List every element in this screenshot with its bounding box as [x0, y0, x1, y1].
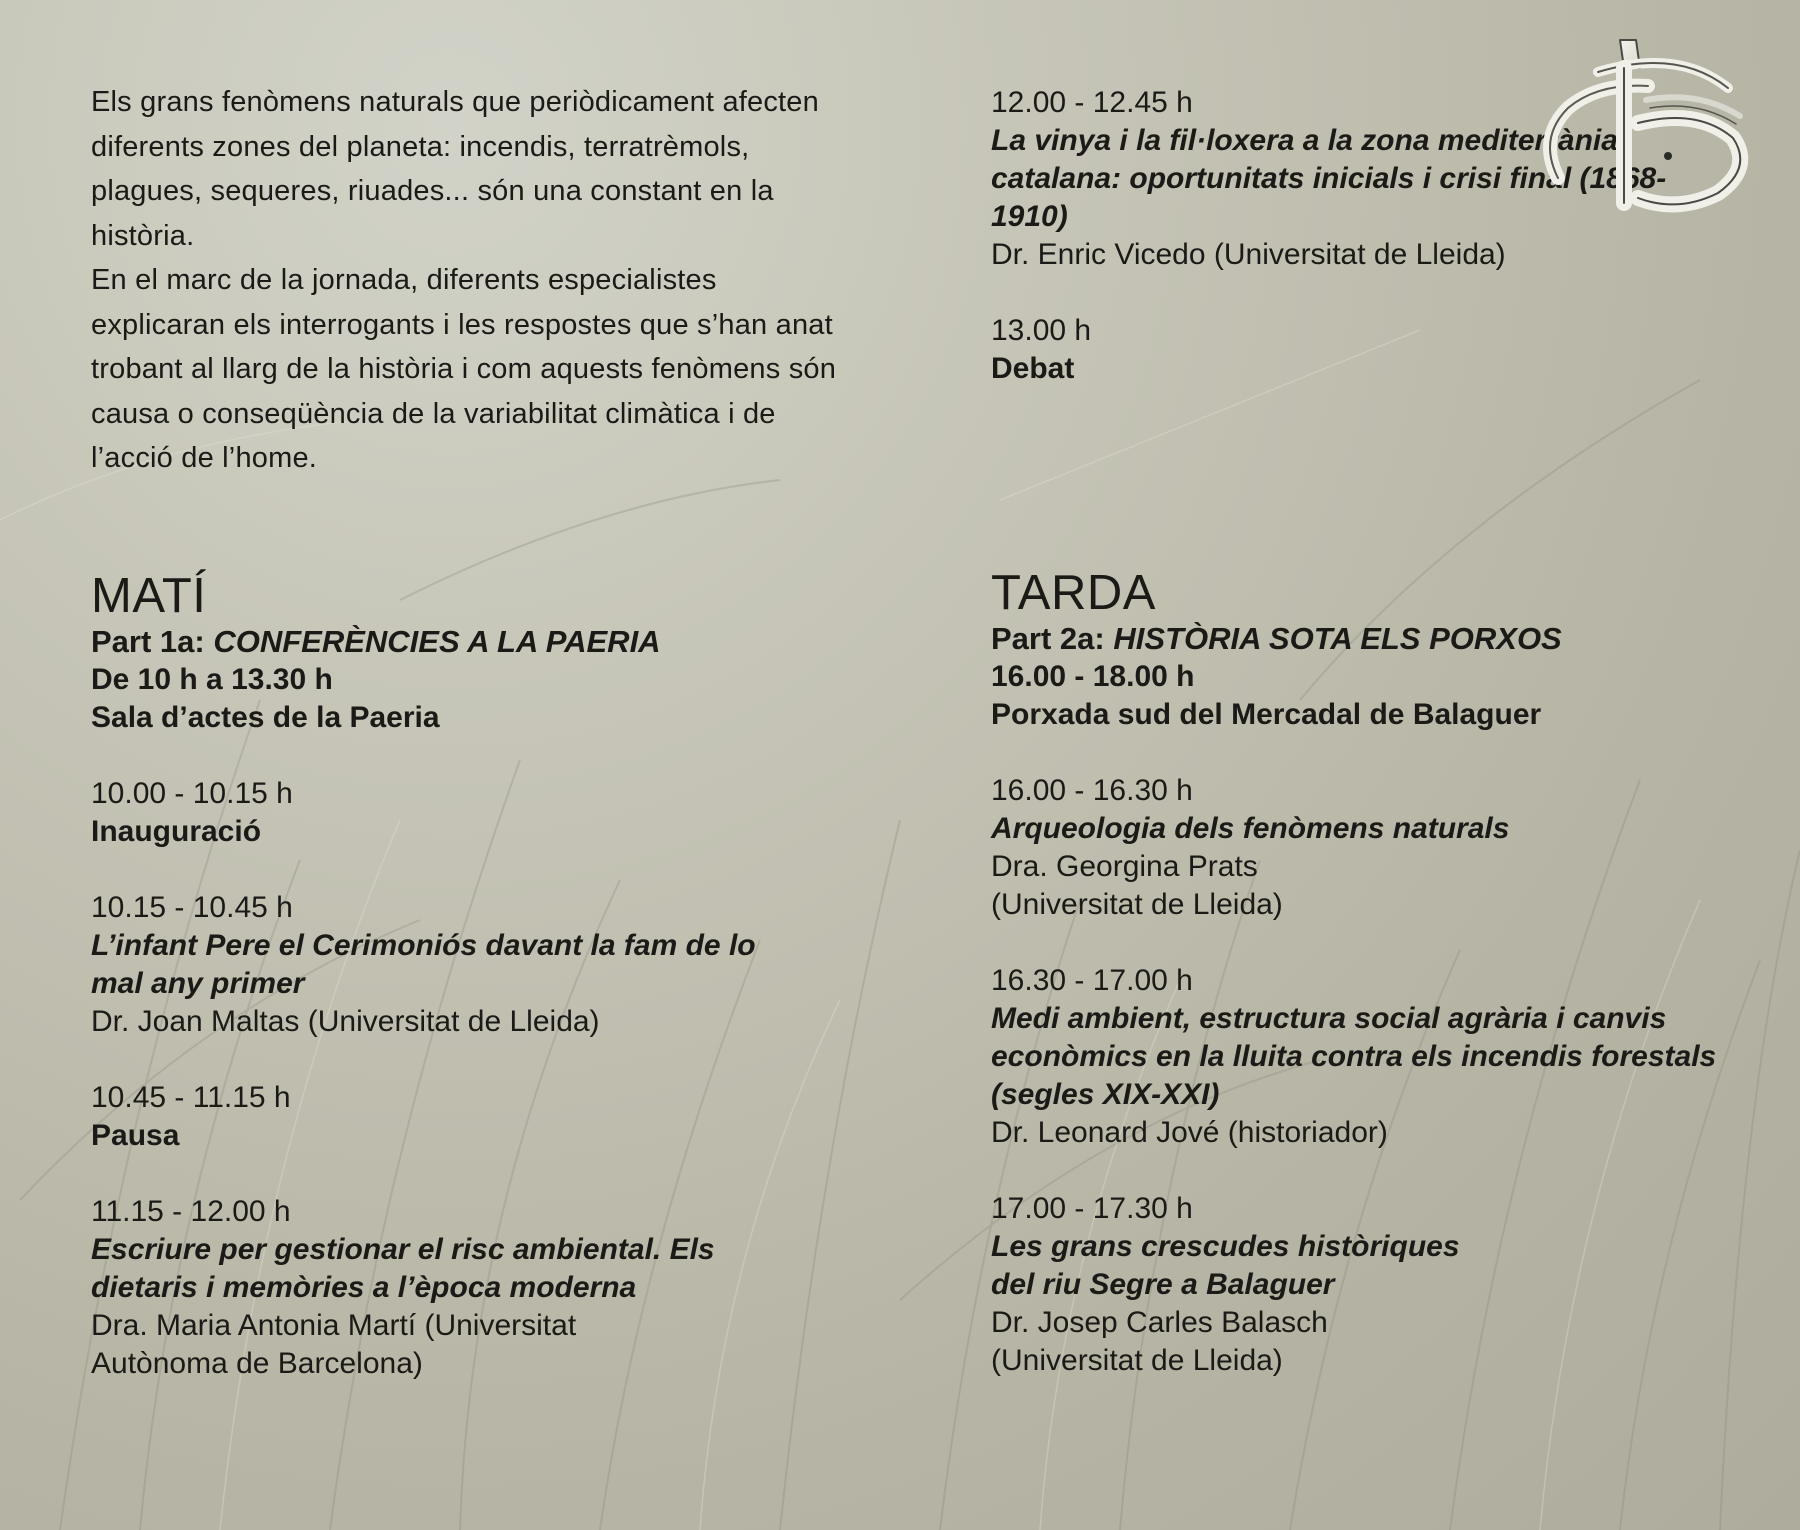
right-column — [991, 84, 1751, 1380]
part-heading — [991, 620, 1751, 658]
section-heading-tarda: TARDA — [991, 566, 1156, 620]
session-venue: Sala d’actes de la Paeria — [91, 700, 440, 734]
part-heading — [91, 623, 851, 661]
entry-title: Arqueologia dels fenòmens naturals — [991, 812, 1510, 845]
entry-time: 13.00 h — [991, 314, 1092, 347]
part-title: HISTÒRIA SOTA ELS PORXOS — [1113, 621, 1562, 656]
schedule-entry — [91, 1079, 851, 1155]
entry-speaker-name: Dr. Josep Carles Balasch — [991, 1306, 1328, 1339]
session-venue: Porxada sud del Mercadal de Balaguer — [991, 698, 1542, 731]
part-title: CONFERÈNCIES A LA PAERIA — [213, 623, 661, 659]
entry-time: 16.00 - 16.30 h — [991, 774, 1193, 807]
entry-title: Medi ambient, estructura social agrària i canvis econòmics en la lluita contra els incendis forestals (segles XIX-XXI) — [991, 1002, 1717, 1111]
session-hours: De 10 h a 13.30 h — [91, 662, 333, 696]
entry-title: La vinya i la fil·loxera a la zona mediterrània catalana: oportunitats inicials i crisi final (1868-1910) — [991, 124, 1667, 233]
schedule-entry — [991, 1190, 1751, 1380]
section-heading-mati: MATÍ — [91, 568, 207, 623]
part-label: Part 1a: — [91, 623, 214, 659]
schedule-entry — [91, 1193, 851, 1383]
schedule-entry — [91, 775, 851, 851]
entry-title: Debat — [991, 352, 1075, 385]
tarda-section — [991, 566, 1751, 1380]
session-hours: 16.00 - 18.00 h — [991, 660, 1195, 693]
entry-speaker: Dr. Joan Maltas (Universitat de Lleida) — [91, 1004, 600, 1038]
intro-paragraph-1: Els grans fenòmens naturals que periòdicament afecten diferents zones del planeta: incendis, terratrèmols, plagues, sequeres, riuades... són una constant en la història. — [91, 86, 819, 252]
entry-title: Inauguració — [91, 814, 262, 848]
schedule-entry — [991, 962, 1751, 1152]
entry-speaker-name: Dra. Georgina Prats — [991, 850, 1258, 883]
entry-title-line-2: del riu Segre a Balaguer — [991, 1268, 1335, 1301]
entry-time: 12.00 - 12.45 h — [991, 86, 1193, 119]
mati-section — [91, 569, 851, 1383]
entry-title: L’infant Pere el Cerimoniós davant la fam de lo mal any primer — [91, 928, 756, 1000]
part-label: Part 2a: — [991, 621, 1114, 656]
entry-speaker-affiliation: (Universitat de Lleida) — [991, 888, 1283, 921]
entry-speaker: Dra. Maria Antonia Martí (Universitat Autònoma de Barcelona) — [91, 1308, 577, 1380]
schedule-entry — [991, 772, 1751, 924]
left-column — [91, 80, 851, 1383]
entry-time: 11.15 - 12.00 h — [91, 1194, 291, 1228]
entry-title: Pausa — [91, 1118, 180, 1152]
entry-title-line-1: Les grans crescudes històriques — [991, 1230, 1460, 1263]
entry-speaker: Dr. Enric Vicedo (Universitat de Lleida) — [991, 238, 1506, 271]
entry-time: 16.30 - 17.00 h — [991, 964, 1193, 997]
institution-logo-icon — [1528, 28, 1758, 218]
schedule-entry — [91, 889, 851, 1041]
entry-title: Escriure per gestionar el risc ambiental. Els dietaris i memòries a l’època moderna — [91, 1232, 715, 1304]
entry-speaker: Dr. Leonard Jové (historiador) — [991, 1116, 1388, 1149]
entry-time: 10.45 - 11.15 h — [91, 1080, 291, 1114]
entry-time: 10.15 - 10.45 h — [91, 890, 293, 924]
entry-time: 10.00 - 10.15 h — [91, 776, 293, 810]
entry-time: 17.00 - 17.30 h — [991, 1192, 1193, 1225]
schedule-entry — [991, 312, 1751, 388]
intro-text — [91, 80, 851, 481]
intro-paragraph-2: En el marc de la jornada, diferents especialistes explicaran els interrogants i les respostes que s’han anat trobant al llarg de la història i com aquests fenòmens són causa o conseqüència de la variabilitat climàtica i de l’acció de l’home. — [91, 264, 837, 474]
entry-speaker-affiliation: (Universitat de Lleida) — [991, 1344, 1283, 1377]
